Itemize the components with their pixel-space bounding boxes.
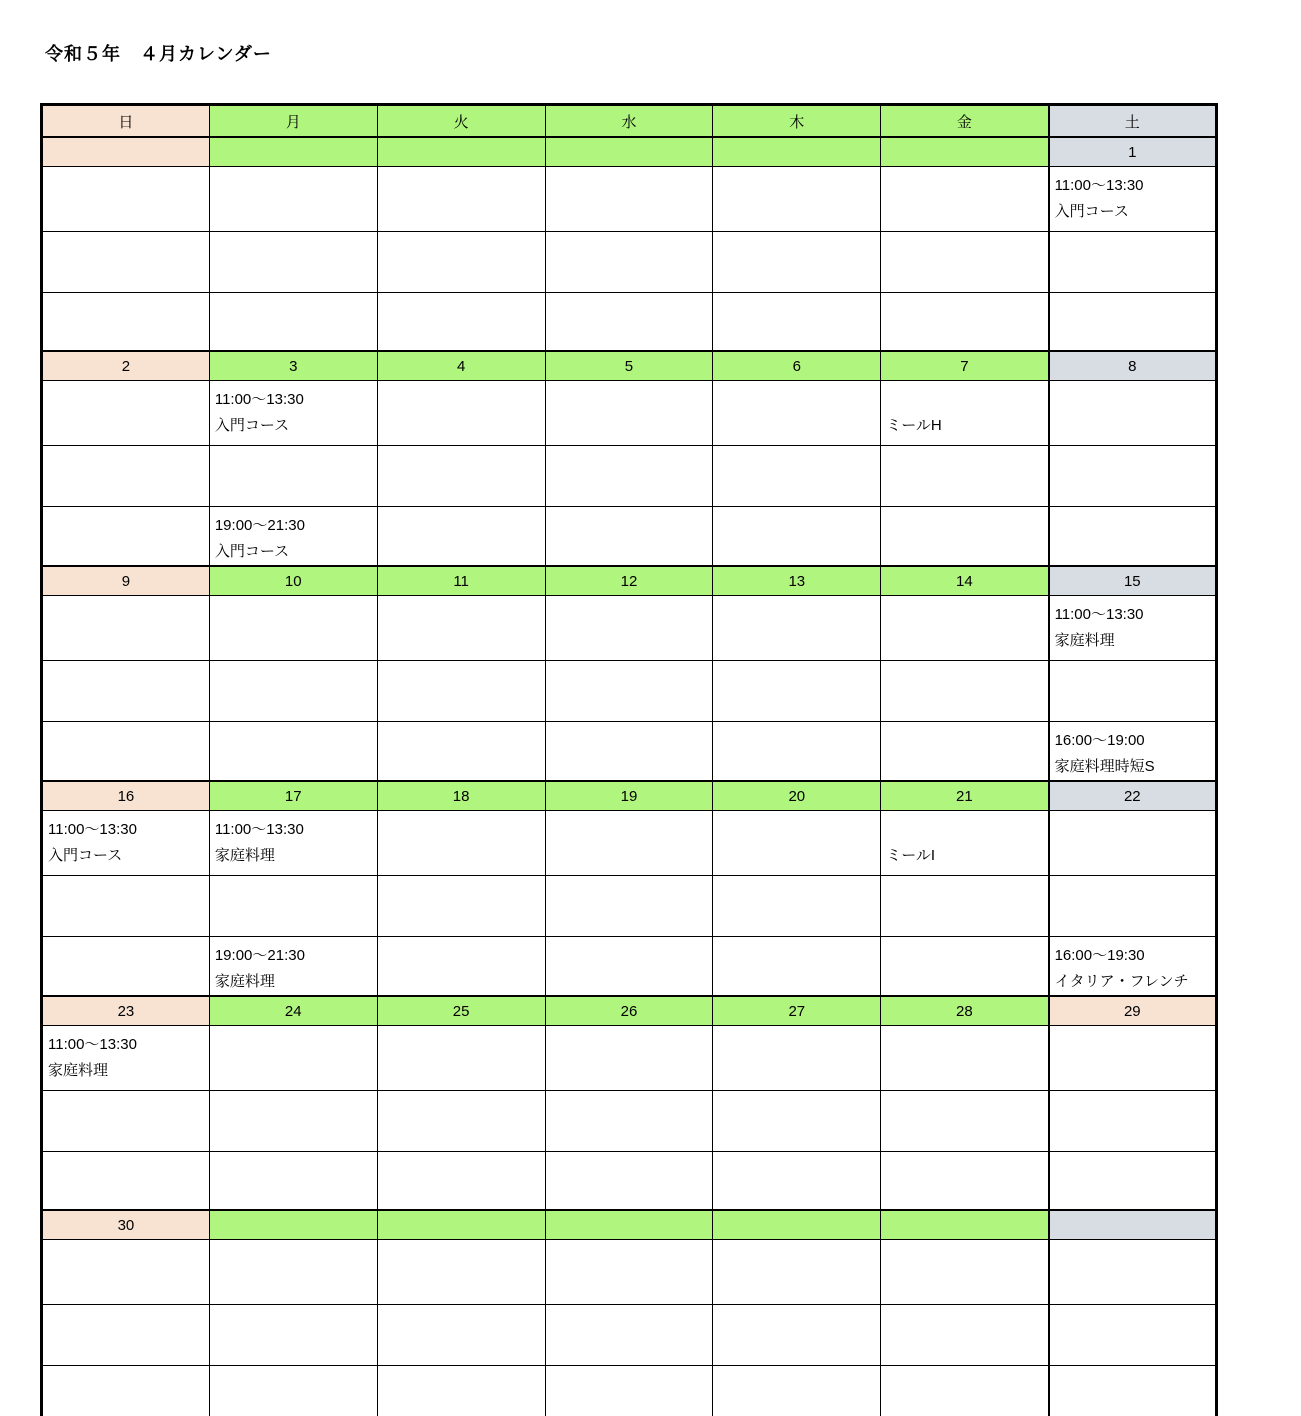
event-cell [209, 1091, 377, 1152]
event-cell [42, 1240, 210, 1305]
event-cell [377, 596, 545, 661]
event-time: 11:00～13:30 [1054, 177, 1144, 194]
event-cell [42, 1026, 210, 1091]
event-cell [377, 167, 545, 232]
event [1050, 167, 1215, 225]
event-cell [545, 381, 713, 446]
event-cell [545, 507, 713, 567]
date-cell: 8 [1049, 351, 1217, 381]
week-4-morning-row [42, 1026, 1217, 1091]
event-cell [881, 722, 1049, 782]
weekday-header-1: 月 [209, 105, 377, 138]
week-0-evening-row [42, 293, 1217, 352]
event-title: 家庭料理 [48, 1062, 109, 1079]
event-cell [42, 937, 210, 997]
week-1-mid-row [42, 446, 1217, 507]
event-cell [713, 1366, 881, 1416]
week-3-evening-row [42, 937, 1217, 997]
weekday-header-4: 木 [713, 105, 881, 138]
date-cell: 29 [1049, 996, 1217, 1026]
date-cell: 12 [545, 566, 713, 596]
date-cell: 13 [713, 566, 881, 596]
event-cell [881, 1240, 1049, 1305]
date-cell: 14 [881, 566, 1049, 596]
weekday-header-0: 日 [42, 105, 210, 138]
date-cell [209, 1210, 377, 1240]
date-cell: 22 [1049, 781, 1217, 811]
calendar-body [42, 137, 1217, 1416]
event-time: 11:00～13:30 [214, 821, 304, 838]
event-cell [545, 1240, 713, 1305]
date-cell: 27 [713, 996, 881, 1026]
event-cell [377, 811, 545, 876]
event [43, 1026, 209, 1084]
event-cell [209, 507, 377, 567]
event [881, 811, 1047, 869]
event-cell [881, 232, 1049, 293]
date-cell [713, 1210, 881, 1240]
event-cell [1049, 1366, 1217, 1416]
event-cell [545, 937, 713, 997]
event-cell [209, 167, 377, 232]
event-cell [713, 232, 881, 293]
event-cell [1049, 446, 1217, 507]
week-4-date-row [42, 996, 1217, 1026]
event-cell [1049, 167, 1217, 232]
date-cell: 25 [377, 996, 545, 1026]
event-cell [209, 722, 377, 782]
event-cell [881, 1026, 1049, 1091]
date-cell: 6 [713, 351, 881, 381]
event-cell [545, 876, 713, 937]
event-cell [42, 507, 210, 567]
week-0-mid-row [42, 232, 1217, 293]
event-cell [1049, 596, 1217, 661]
date-cell [881, 137, 1049, 167]
event-title: イタリア・フレンチ [1054, 973, 1189, 990]
date-cell [545, 137, 713, 167]
date-cell: 23 [42, 996, 210, 1026]
event-cell [545, 446, 713, 507]
event-cell [209, 596, 377, 661]
week-5-date-row [42, 1210, 1217, 1240]
event-cell [209, 1366, 377, 1416]
event-cell [209, 937, 377, 997]
calendar-table [40, 103, 1218, 1416]
event-cell [1049, 293, 1217, 352]
event-cell [42, 811, 210, 876]
event-cell [377, 1152, 545, 1211]
week-1-date-row [42, 351, 1217, 381]
event-cell [545, 722, 713, 782]
event-time: 19:00～21:30 [214, 947, 305, 964]
week-3-mid-row [42, 876, 1217, 937]
event [210, 811, 377, 869]
event-time: 11:00～13:30 [1054, 606, 1144, 623]
date-cell: 26 [545, 996, 713, 1026]
event-cell [713, 876, 881, 937]
event-cell [881, 293, 1049, 352]
event-cell [713, 722, 881, 782]
event-time: 11:00～13:30 [214, 391, 304, 408]
week-5-morning-row [42, 1240, 1217, 1305]
event-cell [713, 507, 881, 567]
week-5-mid-row [42, 1305, 1217, 1366]
date-cell [545, 1210, 713, 1240]
event-cell [1049, 811, 1217, 876]
date-cell: 5 [545, 351, 713, 381]
event-cell [713, 293, 881, 352]
event-cell [377, 1305, 545, 1366]
weekday-header-2: 火 [377, 105, 545, 138]
event-time: 16:00～19:00 [1054, 732, 1145, 749]
event-cell [1049, 1091, 1217, 1152]
event-cell [713, 937, 881, 997]
event-cell [881, 811, 1049, 876]
date-cell: 19 [545, 781, 713, 811]
event-cell [377, 381, 545, 446]
event-cell [713, 811, 881, 876]
event-cell [377, 722, 545, 782]
event-cell [42, 381, 210, 446]
event-cell [881, 167, 1049, 232]
event-cell [42, 722, 210, 782]
date-cell: 1 [1049, 137, 1217, 167]
date-cell: 18 [377, 781, 545, 811]
event-time [886, 387, 1045, 413]
event-cell [209, 876, 377, 937]
event-cell [881, 446, 1049, 507]
event-time [886, 817, 1045, 843]
event-cell [881, 661, 1049, 722]
date-cell [377, 137, 545, 167]
event-cell [881, 1366, 1049, 1416]
date-cell: 20 [713, 781, 881, 811]
event [1050, 937, 1215, 995]
event-cell [42, 596, 210, 661]
event-cell [545, 1026, 713, 1091]
event-cell [377, 876, 545, 937]
event-time: 16:00～19:30 [1054, 947, 1145, 964]
event-cell [545, 1366, 713, 1416]
week-0-date-row [42, 137, 1217, 167]
event-cell [1049, 661, 1217, 722]
date-cell [881, 1210, 1049, 1240]
date-cell [42, 137, 210, 167]
event-cell [881, 1152, 1049, 1211]
event-cell [209, 232, 377, 293]
event-cell [377, 232, 545, 293]
event-cell [209, 811, 377, 876]
event-cell [209, 381, 377, 446]
event-time: 19:00～21:30 [214, 517, 305, 534]
event-title: 入門コース [214, 417, 290, 434]
event-cell [1049, 722, 1217, 782]
event-cell [377, 1240, 545, 1305]
event-cell [1049, 1305, 1217, 1366]
date-cell: 10 [209, 566, 377, 596]
weekday-header-3: 水 [545, 105, 713, 138]
date-cell [209, 137, 377, 167]
event-cell [881, 876, 1049, 937]
date-cell [713, 137, 881, 167]
week-0-morning-row [42, 167, 1217, 232]
week-4-mid-row [42, 1091, 1217, 1152]
event-cell [545, 596, 713, 661]
date-cell: 9 [42, 566, 210, 596]
event-cell [209, 293, 377, 352]
date-cell: 15 [1049, 566, 1217, 596]
event-cell [713, 1091, 881, 1152]
event-cell [1049, 507, 1217, 567]
event-cell [377, 937, 545, 997]
event-cell [377, 293, 545, 352]
calendar-title: 令和５年 ４月カレンダー [45, 44, 272, 64]
weekday-header-5: 金 [881, 105, 1049, 138]
event [43, 811, 209, 869]
event-cell [545, 661, 713, 722]
event-cell [377, 446, 545, 507]
event-cell [209, 1240, 377, 1305]
event-cell [545, 232, 713, 293]
event-cell [713, 661, 881, 722]
event-title: 家庭料理 [214, 847, 275, 864]
event-cell [42, 661, 210, 722]
event-cell [209, 1026, 377, 1091]
event-title: 家庭料理 [1054, 632, 1115, 649]
week-2-morning-row [42, 596, 1217, 661]
week-1-evening-row [42, 507, 1217, 567]
event-cell [42, 293, 210, 352]
date-cell: 11 [377, 566, 545, 596]
week-4-evening-row [42, 1152, 1217, 1211]
event-cell [1049, 876, 1217, 937]
weekday-header-6: 土 [1049, 105, 1217, 138]
week-3-date-row [42, 781, 1217, 811]
event-cell [377, 507, 545, 567]
week-5-evening-row [42, 1366, 1217, 1416]
event [210, 381, 377, 439]
event-cell [42, 1366, 210, 1416]
event-title: 家庭料理時短S [1054, 758, 1155, 775]
event-cell [713, 167, 881, 232]
event-cell [377, 1091, 545, 1152]
event-cell [42, 876, 210, 937]
event-title: 入門コース [48, 847, 123, 864]
date-cell: 3 [209, 351, 377, 381]
event-cell [713, 446, 881, 507]
week-2-date-row [42, 566, 1217, 596]
event-time: 11:00～13:30 [48, 1036, 137, 1053]
event-cell [42, 1305, 210, 1366]
event-cell [209, 1152, 377, 1211]
date-cell [1049, 1210, 1217, 1240]
date-cell: 17 [209, 781, 377, 811]
event-cell [545, 1091, 713, 1152]
event-cell [1049, 381, 1217, 446]
event-title: ミールI [886, 847, 936, 864]
date-cell [377, 1210, 545, 1240]
date-cell: 7 [881, 351, 1049, 381]
event-title: 家庭料理 [214, 973, 275, 990]
event-cell [545, 167, 713, 232]
event-cell [42, 1152, 210, 1211]
event-cell [377, 661, 545, 722]
event-title: ミールH [886, 417, 942, 434]
event-cell [545, 293, 713, 352]
event-cell [42, 1091, 210, 1152]
week-2-evening-row [42, 722, 1217, 782]
date-cell: 2 [42, 351, 210, 381]
event-time: 11:00～13:30 [48, 821, 137, 838]
event-cell [713, 1240, 881, 1305]
week-1-morning-row [42, 381, 1217, 446]
date-cell: 4 [377, 351, 545, 381]
event-title: 入門コース [1054, 203, 1129, 220]
event [881, 381, 1047, 439]
event-cell [881, 937, 1049, 997]
event-cell [1049, 1240, 1217, 1305]
event-cell [713, 381, 881, 446]
event [1050, 722, 1215, 780]
event-cell [881, 507, 1049, 567]
week-2-mid-row [42, 661, 1217, 722]
date-cell: 21 [881, 781, 1049, 811]
event-cell [209, 1305, 377, 1366]
event-cell [545, 811, 713, 876]
event-cell [713, 1152, 881, 1211]
event-cell [1049, 1152, 1217, 1211]
weekday-header-row [42, 105, 1217, 138]
event-cell [881, 381, 1049, 446]
event-title: 入門コース [214, 543, 290, 560]
event-cell [209, 661, 377, 722]
date-cell: 16 [42, 781, 210, 811]
event-cell [1049, 937, 1217, 997]
event-cell [42, 232, 210, 293]
event-cell [713, 596, 881, 661]
event-cell [545, 1152, 713, 1211]
event-cell [377, 1366, 545, 1416]
event-cell [881, 1091, 1049, 1152]
event-cell [881, 596, 1049, 661]
date-cell: 28 [881, 996, 1049, 1026]
event-cell [42, 167, 210, 232]
event-cell [209, 446, 377, 507]
event [210, 937, 377, 995]
event-cell [1049, 1026, 1217, 1091]
event-cell [377, 1026, 545, 1091]
event-cell [881, 1305, 1049, 1366]
event-cell [1049, 232, 1217, 293]
event [1050, 596, 1215, 654]
event-cell [545, 1305, 713, 1366]
date-cell: 24 [209, 996, 377, 1026]
event [210, 507, 377, 565]
week-3-morning-row [42, 811, 1217, 876]
event-cell [713, 1026, 881, 1091]
date-cell: 30 [42, 1210, 210, 1240]
event-cell [42, 446, 210, 507]
event-cell [713, 1305, 881, 1366]
